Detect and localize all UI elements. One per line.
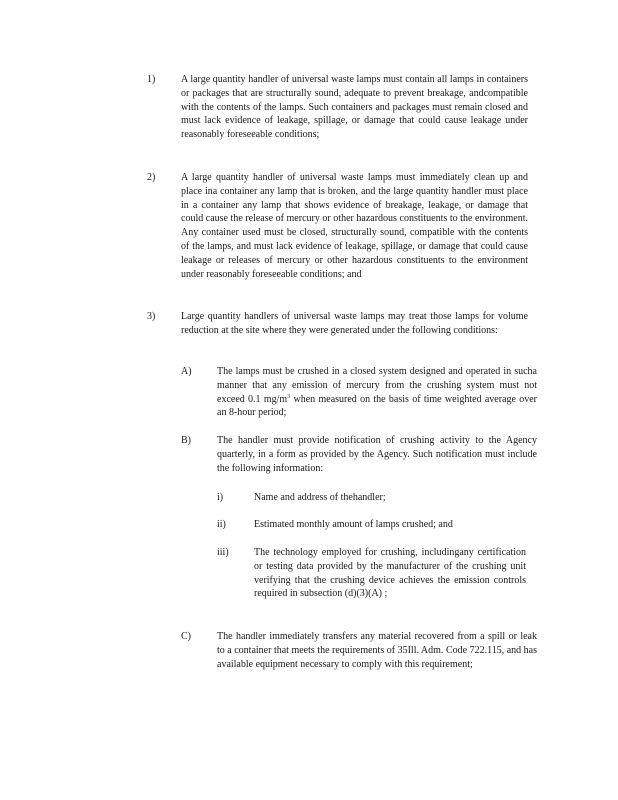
- item-number: B): [181, 435, 191, 446]
- item-text: [217, 365, 537, 420]
- item-number: A): [181, 366, 192, 377]
- item-number: 3): [147, 311, 156, 322]
- item-text: Name and address of thehandler;: [254, 492, 386, 503]
- item-text: A large quantity handler of universal waste lamps must contain all lamps in containers or packages that are structurally sound, adequate to prevent breakage, andcompatible with the contents of the lamps. Such containers and packages must remain closed and must lack evidence of leakage, spillage, or damage that could cause leakage under reasonably foreseeable conditions;: [181, 74, 528, 141]
- item-number: 1): [147, 74, 156, 85]
- item-text: The handler immediately transfers any material recovered from a spill or leak to a container that meets the requirements of 35Ill. Adm. Code 722.115, and has available equipment necessary to comply with this requirement;: [217, 631, 537, 670]
- item-number: i): [217, 492, 224, 503]
- item-text: Large quantity handlers of universal waste lamps may treat those lamps for volume reduction at the site where they were generated under the following conditions:: [181, 311, 528, 336]
- item-number: 2): [147, 172, 156, 183]
- item-text: Estimated monthly amount of lamps crushed; and: [254, 519, 453, 530]
- item-number: ii): [217, 519, 226, 530]
- item-number: iii): [217, 547, 229, 558]
- item-number: C): [181, 631, 191, 642]
- superscript: 3: [287, 393, 291, 400]
- item-text: The handler must provide notification of crushing activity to the Agency quarterly, in a form as provided by the Agency. Such notification must include the following information:: [217, 435, 537, 474]
- item-text-part: The lamps must be crushed in a closed system designed and operated in sucha manner that any emission of mercury from the crushing system must not exceed 0.1 mg/m: [217, 366, 537, 405]
- item-text-part: when measured on the basis of time weighted average over an 8-hour period;: [217, 393, 538, 419]
- item-text: The technology employed for crushing, includingany certification or testing data provided by the manufacturer of the crushing unit verifying that the crushing device achieves the emission controls required in subsection (d)(3)(A) ;: [254, 547, 526, 600]
- item-text: A large quantity handler of universal waste lamps must immediately clean up and place ina container any lamp that is broken, and the large quantity handler must place in a container any lamp that shows evidence of breakage, leakage, or damage that could cause the release of mercury or other hazardous constituents to the environment. Any container used must be closed, structurally sound, compatible with the contents of the lamps, and must lack evidence of leakage, spillage, or damage that could cause leakage or releases of mercury or other hazardous constituents to the environment under reasonably foreseeable conditions; and: [181, 172, 528, 280]
